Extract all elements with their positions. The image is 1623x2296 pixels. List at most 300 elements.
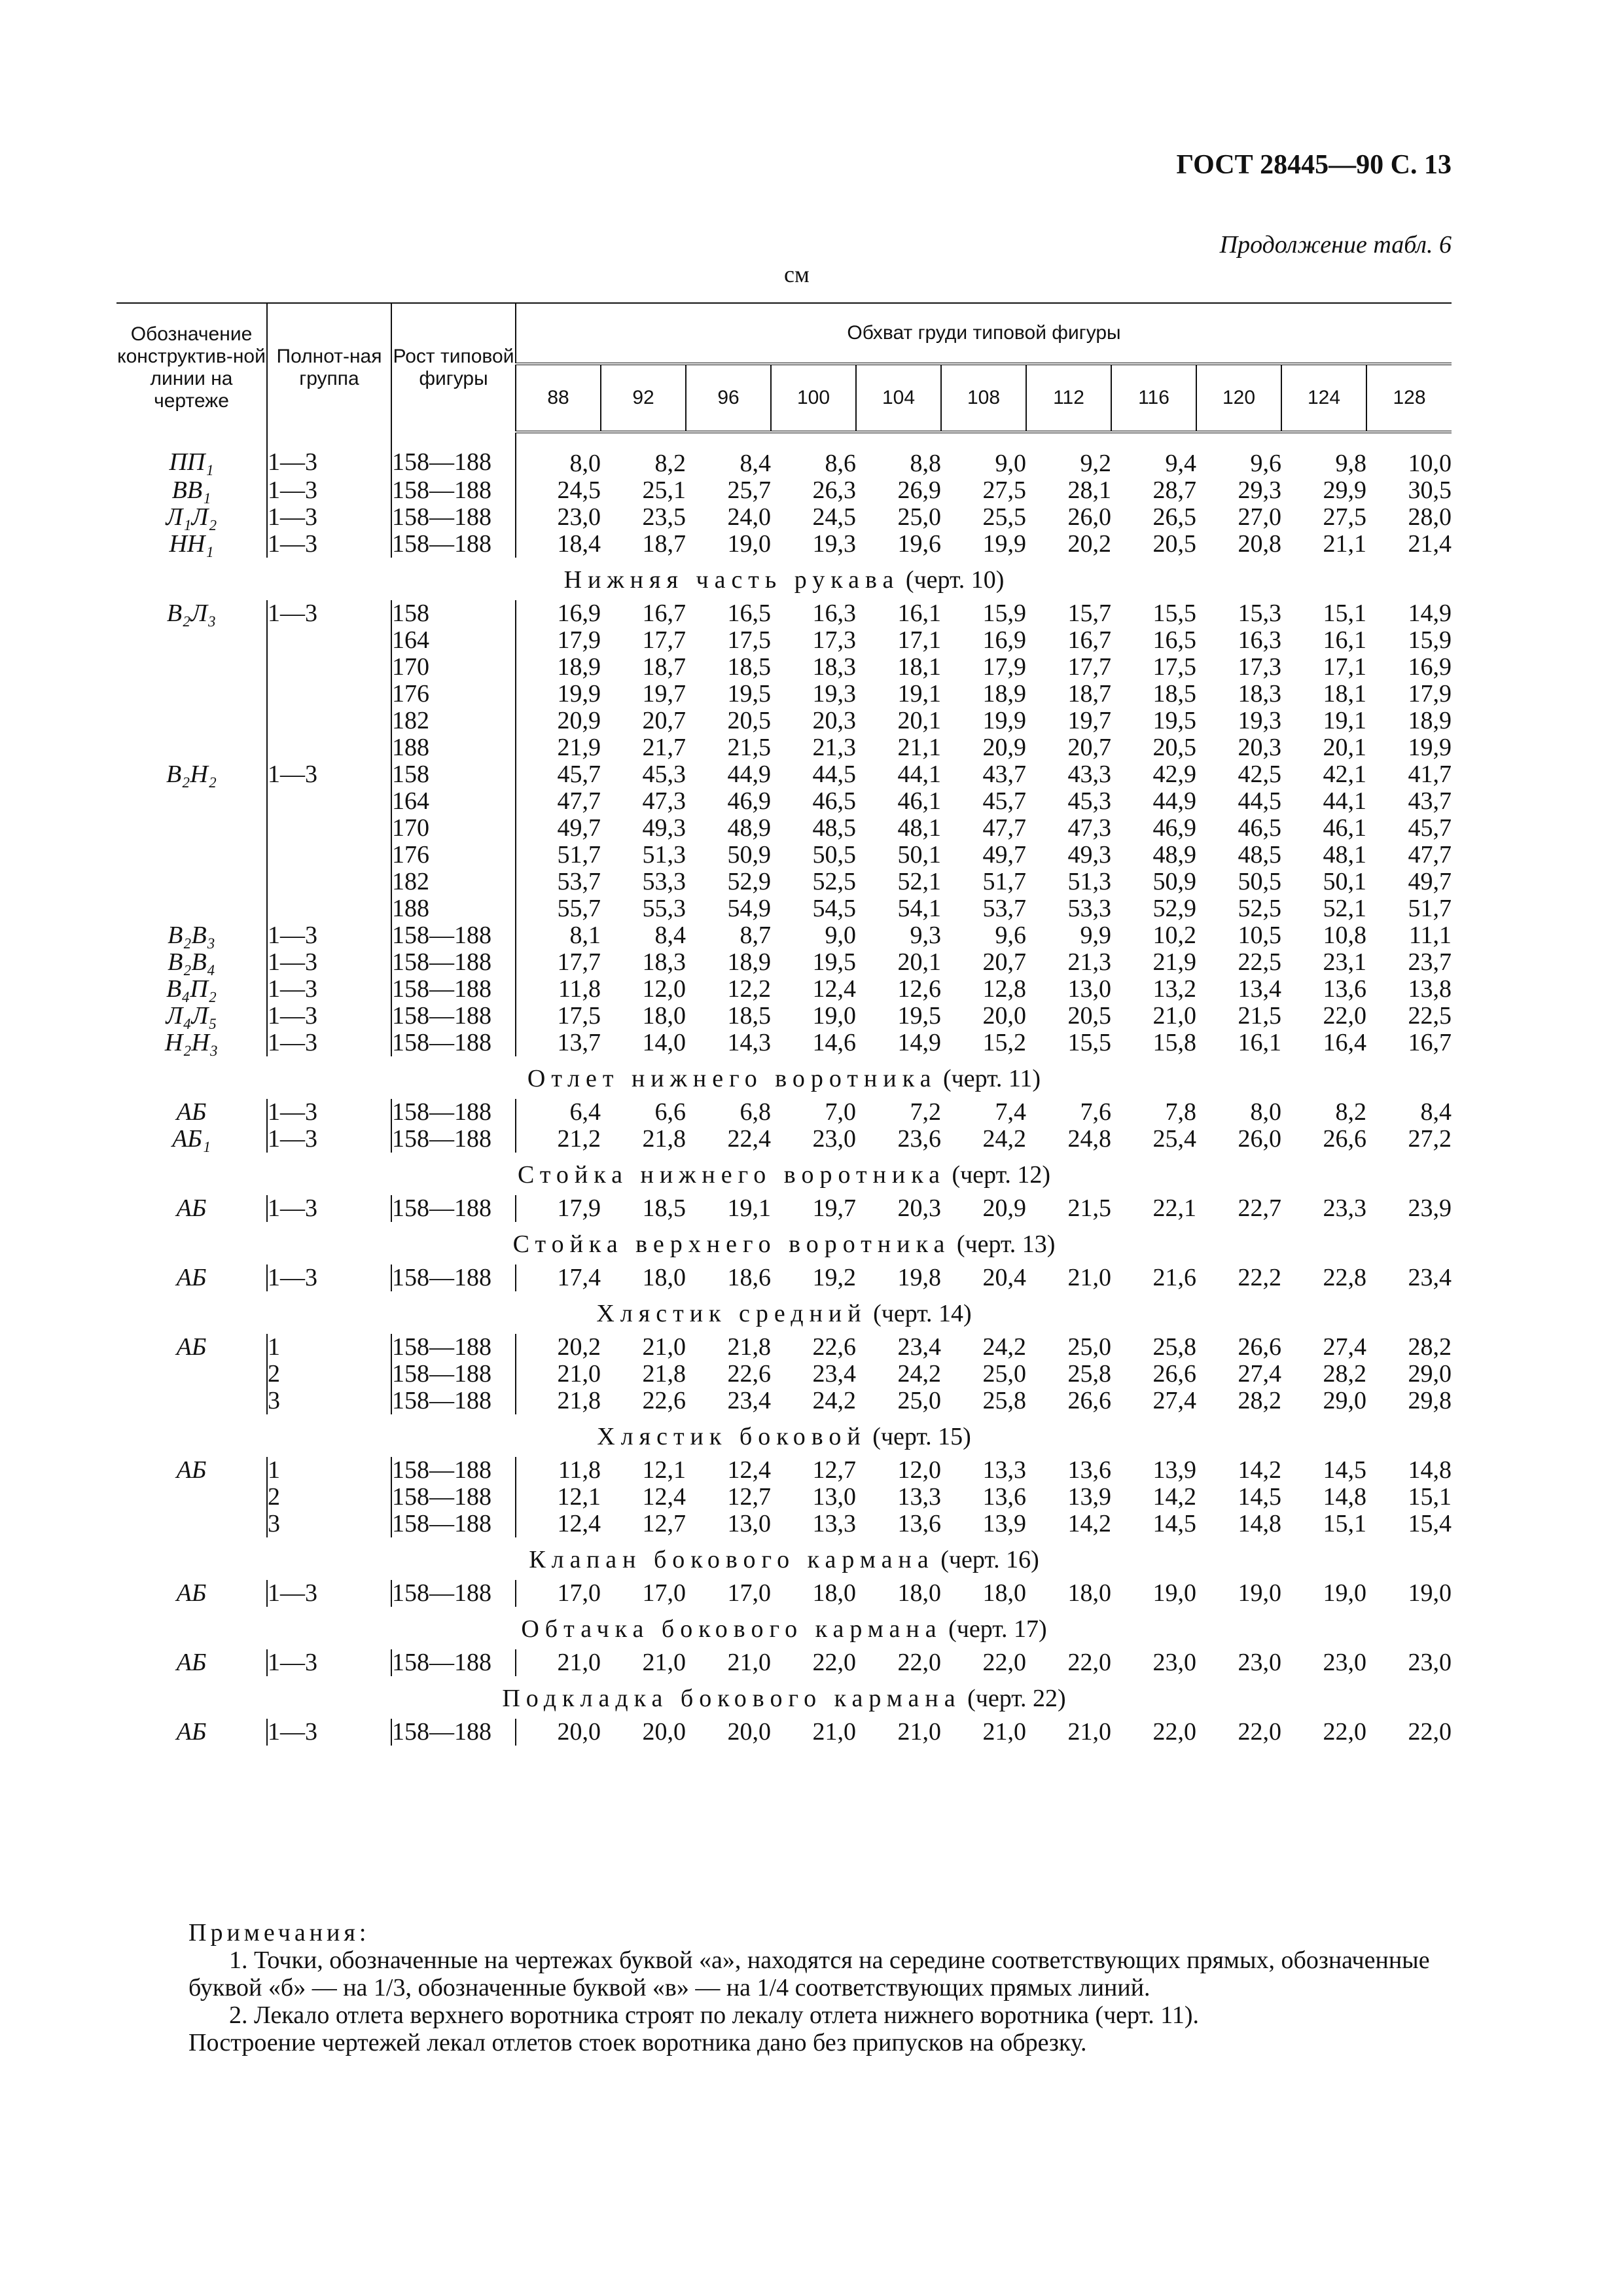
cell-value: 13,3 [897,1483,941,1511]
cell-value: 15,9 [1408,626,1452,654]
cell-value: 22,0 [1067,1649,1111,1676]
cell-value: 8,8 [910,450,941,477]
cell-value: 22,4 [727,1125,771,1153]
section-header-row [116,1222,1452,1265]
section-title: Стойка верхнего воротника [512,1230,951,1258]
cell-value: 15,4 [1408,1510,1452,1537]
col-header-chest: Обхват груди типовой фигуры [516,303,1452,364]
cell-value: 20,5 [1067,1002,1111,1030]
cell-designation [116,708,267,734]
cell-value: 52,5 [1238,895,1281,922]
table-row [116,432,1452,477]
cell-value: 42,5 [1238,761,1281,788]
cell-group: 1 [267,1334,391,1361]
cell-value: 21,1 [897,734,941,761]
cell-value: 13,2 [1152,975,1196,1003]
cell-group [267,627,391,654]
cell-value: 27,2 [1408,1125,1452,1153]
cell-height: 158—188 [391,976,516,1003]
cell-value: 18,5 [727,1002,771,1030]
cell-value: 11,1 [1408,922,1452,949]
cell-value: 23,0 [1408,1649,1452,1676]
cell-value: 16,7 [1408,1029,1452,1056]
cell-value: 15,5 [1152,600,1196,627]
cell-value: 8,7 [740,922,771,949]
cell-value: 20,9 [982,734,1026,761]
cell-value: 22,6 [642,1387,686,1414]
cell-value: 9,6 [995,922,1026,949]
cell-value: 12,2 [727,975,771,1003]
cell-value: 23,7 [1408,948,1452,976]
section-header-row [116,1537,1452,1580]
cell-value: 14,5 [1238,1483,1281,1511]
cell-value: 12,8 [982,975,1026,1003]
cell-value: 9,6 [1250,450,1281,477]
cell-value: 22,0 [1238,1718,1281,1746]
cell-value: 51,3 [1067,868,1111,895]
cell-designation [116,788,267,815]
note-3: Построение чертежей лекал отлетов стоек воротника дано без припусков на обрезку. [188,2029,1087,2056]
cell-group: 1—3 [267,1719,391,1746]
cell-group [267,708,391,734]
cell-height: 176 [391,681,516,708]
cell-value: 17,0 [516,1580,601,1607]
cell-group: 1—3 [267,531,391,558]
cell-value: 20,5 [727,707,771,734]
cell-value: 13,6 [897,1510,941,1537]
cell-value: 9,4 [1165,450,1196,477]
cell-value: 29,0 [1408,1360,1452,1388]
cell-value: 23,3 [1323,1194,1366,1222]
cell-value: 12,4 [642,1483,686,1511]
cell-value: 20,5 [1152,734,1196,761]
cell-designation: В₂Л₃ [166,600,217,627]
cell-value: 19,5 [812,948,856,976]
cell-value: 18,0 [642,1002,686,1030]
cell-value: 29,8 [1408,1387,1452,1414]
cell-value: 12,7 [727,1483,771,1511]
cell-designation: АБ [176,1333,207,1361]
cell-designation: ВВ₁ [171,476,211,504]
cell-value: 7,2 [910,1098,941,1126]
cell-designation: В₂В₃ [168,922,215,949]
cell-value: 9,8 [1335,450,1366,477]
cell-value: 13,0 [727,1510,771,1537]
cell-value: 16,3 [812,600,856,627]
cell-value: 19,0 [812,1002,856,1030]
cell-value: 26,6 [1323,1125,1366,1153]
section-header-row [116,1291,1452,1334]
cell-group: 3 [267,1388,391,1414]
cell-value: 8,6 [825,450,856,477]
section-title: Нижняя часть рукава [563,566,900,594]
cell-value: 25,7 [727,476,771,504]
cell-value: 20,7 [1067,734,1111,761]
cell-height: 188 [391,734,516,761]
cell-value: 19,0 [1238,1579,1281,1607]
cell-value: 13,0 [1067,975,1111,1003]
cell-group: 1—3 [267,1649,391,1676]
cell-value: 12,1 [642,1456,686,1484]
cell-value: 19,7 [642,680,686,708]
table-row [116,1126,1452,1153]
cell-height: 158—188 [391,432,516,477]
cell-value: 46,9 [1152,814,1196,842]
table-row [116,627,1452,654]
cell-value: 24,2 [812,1387,856,1414]
cell-group: 1—3 [267,600,391,627]
cell-value: 48,5 [812,814,856,842]
cell-value: 21,2 [516,1126,601,1153]
table-row [116,976,1452,1003]
section-drawing-ref: (черт. 11) [942,1065,1041,1092]
cell-value: 27,4 [1152,1387,1196,1414]
cell-value: 16,9 [1408,653,1452,681]
cell-value: 12,7 [642,1510,686,1537]
cell-value: 17,0 [642,1579,686,1607]
cell-value: 19,8 [897,1264,941,1291]
cell-value: 49,3 [1067,841,1111,869]
cell-group: 1—3 [267,1580,391,1607]
col-header-height: Рост типовой фигуры [391,303,516,432]
cell-value: 50,9 [1152,868,1196,895]
col-header-size: 124 [1281,364,1366,432]
cell-group: 1—3 [267,1099,391,1126]
cell-value: 10,5 [1238,922,1281,949]
cell-value: 18,5 [642,1194,686,1222]
cell-value: 25,8 [982,1387,1026,1414]
cell-value: 26,5 [1152,503,1196,531]
cell-value: 21,8 [642,1360,686,1388]
table-row [116,1003,1452,1030]
cell-group: 1—3 [267,477,391,504]
section-drawing-ref: (черт. 22) [967,1685,1066,1712]
cell-value: 26,6 [1152,1360,1196,1388]
notes [188,1919,1458,2056]
cell-value: 49,3 [642,814,686,842]
table-row [116,708,1452,734]
cell-height: 158—188 [391,477,516,504]
section-title: Хлястик средний [596,1300,867,1327]
col-header-size: 128 [1366,364,1452,432]
cell-value: 21,9 [516,734,601,761]
cell-value: 48,9 [1152,841,1196,869]
table-row [116,1484,1452,1511]
cell-value: 22,0 [897,1649,941,1676]
cell-value: 16,5 [1152,626,1196,654]
section-drawing-ref: (черт. 15) [872,1423,971,1450]
cell-value: 23,4 [897,1333,941,1361]
cell-value: 18,3 [1238,680,1281,708]
section-header-row [116,1153,1452,1195]
cell-value: 13,7 [516,1030,601,1056]
cell-value: 53,3 [1067,895,1111,922]
cell-value: 48,1 [897,814,941,842]
col-header-size: 104 [856,364,941,432]
cell-group: 1—3 [267,1003,391,1030]
cell-group: 1—3 [267,504,391,531]
cell-height: 158—188 [391,1361,516,1388]
cell-value: 45,3 [1067,787,1111,815]
cell-value: 22,7 [1238,1194,1281,1222]
cell-value: 28,2 [1408,1333,1452,1361]
cell-designation: АБ [176,1194,207,1222]
col-header-size: 108 [941,364,1026,432]
cell-value: 9,3 [910,922,941,949]
cell-value: 26,3 [812,476,856,504]
cell-value: 8,2 [654,450,686,477]
cell-value: 20,0 [982,1002,1026,1030]
table-row [116,869,1452,895]
cell-group: 1—3 [267,761,391,788]
cell-value: 21,0 [982,1718,1026,1746]
cell-value: 15,8 [1152,1029,1196,1056]
cell-value: 47,3 [1067,814,1111,842]
cell-group: 1—3 [267,1265,391,1291]
cell-value: 18,1 [1323,680,1366,708]
cell-value: 43,7 [982,761,1026,788]
cell-value: 17,4 [516,1265,601,1291]
cell-value: 44,9 [727,761,771,788]
cell-value: 10,8 [1323,922,1366,949]
cell-value: 21,8 [642,1125,686,1153]
cell-value: 47,7 [1408,841,1452,869]
cell-value: 25,5 [982,503,1026,531]
table-row [116,654,1452,681]
cell-value: 42,9 [1152,761,1196,788]
cell-height: 158—188 [391,1334,516,1361]
cell-value: 48,5 [1238,841,1281,869]
cell-designation [116,627,267,654]
table-row [116,895,1452,922]
cell-value: 19,5 [1152,707,1196,734]
cell-value: 14,5 [1152,1510,1196,1537]
cell-value: 45,7 [516,761,601,788]
section-title: Подкладка бокового кармана [502,1685,961,1712]
cell-value: 18,3 [642,948,686,976]
cell-value: 18,6 [727,1264,771,1291]
cell-value: 23,0 [812,1125,856,1153]
cell-value: 26,6 [1067,1387,1111,1414]
cell-value: 26,9 [897,476,941,504]
cell-value: 20,1 [1323,734,1366,761]
cell-group: 2 [267,1361,391,1388]
cell-value: 23,6 [897,1125,941,1153]
table-row [116,681,1452,708]
cell-designation: АБ [176,1098,207,1126]
table-row [116,1719,1452,1746]
cell-value: 27,0 [1238,503,1281,531]
cell-value: 46,1 [1323,814,1366,842]
cell-value: 25,1 [642,476,686,504]
cell-value: 16,1 [897,600,941,627]
cell-value: 7,6 [1080,1098,1111,1126]
cell-value: 19,0 [727,530,771,558]
cell-value: 25,0 [1067,1333,1111,1361]
cell-value: 21,6 [1152,1264,1196,1291]
cell-designation: В₂В₄ [168,948,215,976]
cell-value: 25,0 [982,1360,1026,1388]
section-drawing-ref: (черт. 10) [905,566,1005,594]
cell-group [267,681,391,708]
cell-group [267,788,391,815]
cell-value: 17,9 [1408,680,1452,708]
cell-value: 17,7 [642,626,686,654]
cell-value: 22,2 [1238,1264,1281,1291]
cell-value: 21,0 [1067,1718,1111,1746]
cell-value: 14,9 [1408,600,1452,627]
cell-value: 21,1 [1323,530,1366,558]
cell-group: 3 [267,1511,391,1537]
table-row [116,477,1452,504]
col-header-group: Полнот-ная группа [267,303,391,432]
cell-value: 16,7 [642,600,686,627]
cell-value: 19,3 [812,530,856,558]
cell-value: 45,7 [982,787,1026,815]
cell-value: 19,1 [727,1194,771,1222]
cell-value: 11,8 [516,976,601,1003]
cell-designation [116,1361,267,1388]
cell-designation: Л₁Л₂ [166,503,217,531]
cell-group: 1—3 [267,1030,391,1056]
cell-value: 23,4 [1408,1264,1452,1291]
table-continuation-label: Продолжение табл. 6 [1219,231,1452,259]
cell-value: 9,0 [995,450,1026,477]
cell-designation [116,869,267,895]
cell-height: 158—188 [391,504,516,531]
cell-value: 13,3 [812,1510,856,1537]
cell-height: 158 [391,600,516,627]
table-row [116,788,1452,815]
cell-group: 2 [267,1484,391,1511]
cell-value: 19,5 [727,680,771,708]
cell-value: 43,3 [1067,761,1111,788]
cell-value: 8,0 [516,432,601,477]
cell-height: 158—188 [391,1511,516,1537]
cell-value: 50,5 [812,841,856,869]
cell-value: 12,4 [812,975,856,1003]
cell-value: 19,5 [897,1002,941,1030]
cell-height: 158—188 [391,1457,516,1484]
notes-title: Примечания: [188,1919,370,1946]
cell-value: 14,6 [812,1029,856,1056]
cell-group [267,734,391,761]
cell-height: 158—188 [391,922,516,949]
cell-value: 12,6 [897,975,941,1003]
cell-value: 19,9 [1408,734,1452,761]
cell-value: 28,0 [1408,503,1452,531]
cell-value: 22,6 [812,1333,856,1361]
cell-designation [116,681,267,708]
cell-value: 14,8 [1408,1456,1452,1484]
cell-value: 17,3 [812,626,856,654]
cell-value: 28,2 [1238,1387,1281,1414]
cell-value: 24,0 [727,503,771,531]
cell-value: 12,7 [812,1456,856,1484]
cell-value: 18,4 [516,531,601,558]
cell-value: 20,2 [516,1334,601,1361]
cell-height: 158—188 [391,1195,516,1222]
cell-value: 22,0 [1323,1718,1366,1746]
cell-value: 20,0 [727,1718,771,1746]
cell-value: 55,7 [516,895,601,922]
cell-value: 46,5 [1238,814,1281,842]
unit-label: см [784,261,810,287]
cell-group [267,842,391,869]
cell-designation: Л₄Л₅ [166,1002,217,1030]
cell-value: 24,5 [812,503,856,531]
cell-value: 29,3 [1238,476,1281,504]
cell-value: 48,1 [1323,841,1366,869]
section-header-row [116,558,1452,600]
cell-value: 10,2 [1152,922,1196,949]
cell-value: 22,5 [1408,1002,1452,1030]
cell-value: 14,9 [897,1029,941,1056]
cell-value: 6,6 [654,1098,686,1126]
cell-value: 21,0 [1067,1264,1111,1291]
measurements-table [116,302,1452,1746]
cell-value: 22,1 [1152,1194,1196,1222]
cell-value: 18,7 [642,530,686,558]
cell-value: 49,7 [1408,868,1452,895]
cell-value: 22,6 [727,1360,771,1388]
cell-height: 158—188 [391,1580,516,1607]
cell-value: 8,1 [516,922,601,949]
cell-value: 28,2 [1323,1360,1366,1388]
cell-designation [116,895,267,922]
cell-designation: НН₁ [169,530,214,558]
cell-value: 21,0 [1152,1002,1196,1030]
cell-value: 17,3 [1238,653,1281,681]
cell-value: 13,8 [1408,975,1452,1003]
cell-value: 22,0 [982,1649,1026,1676]
cell-value: 20,2 [1067,530,1111,558]
cell-value: 25,4 [1152,1125,1196,1153]
cell-value: 13,6 [1323,975,1366,1003]
cell-value: 12,0 [642,975,686,1003]
cell-value: 20,7 [642,707,686,734]
section-drawing-ref: (черт. 12) [952,1161,1051,1189]
cell-value: 19,7 [1067,707,1111,734]
cell-height: 158—188 [391,1030,516,1056]
cell-value: 48,9 [727,814,771,842]
cell-value: 28,1 [1067,476,1111,504]
cell-value: 52,1 [897,868,941,895]
section-header-row [116,1414,1452,1457]
cell-value: 16,5 [727,600,771,627]
cell-designation [116,734,267,761]
cell-value: 19,7 [812,1194,856,1222]
cell-value: 16,4 [1323,1029,1366,1056]
cell-value: 23,5 [642,503,686,531]
table-row [116,842,1452,869]
cell-value: 44,5 [812,761,856,788]
document-reference: ГОСТ 28445—90 С. 13 [1176,150,1452,180]
cell-value: 21,0 [727,1649,771,1676]
cell-value: 25,0 [897,503,941,531]
cell-value: 18,3 [812,653,856,681]
cell-value: 51,7 [1408,895,1452,922]
cell-value: 13,4 [1238,975,1281,1003]
cell-value: 14,8 [1323,1483,1366,1511]
cell-value: 50,5 [1238,868,1281,895]
cell-height: 158—188 [391,949,516,976]
cell-value: 50,1 [897,841,941,869]
col-header-size: 88 [516,364,601,432]
cell-value: 20,1 [897,948,941,976]
cell-value: 27,4 [1323,1333,1366,1361]
cell-value: 53,7 [982,895,1026,922]
